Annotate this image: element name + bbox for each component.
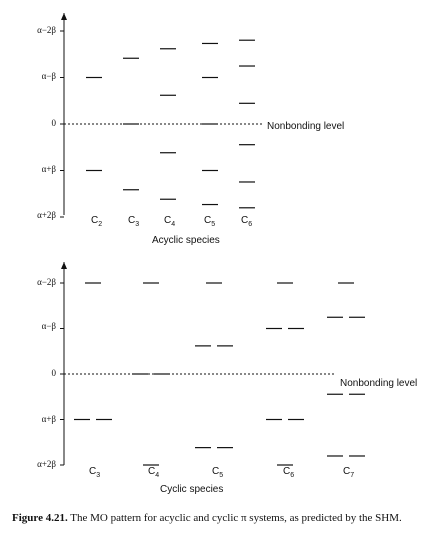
bottom-ylabel-zero: 0	[51, 368, 56, 378]
top-nonbonding-label: Nonbonding level	[267, 121, 345, 132]
bottom-ylabel-alpha-plus-beta: α+β	[41, 414, 56, 424]
top-ylabel-alpha-plus-beta: α+β	[41, 164, 56, 174]
bottom-species-c4: $C_4$	[148, 466, 160, 479]
bottom-ylabel-alpha-plus-2beta: α+2β	[37, 459, 56, 469]
bottom-ylabel-alpha-minus-2beta: α−2β	[37, 277, 56, 287]
bottom-species-c7: $C_7$	[343, 466, 355, 479]
top-ylabel-zero: 0	[51, 118, 56, 128]
top-species-c6: $C_6$	[241, 215, 253, 228]
bottom-nonbonding-label: Nonbonding level	[340, 378, 418, 389]
figure-caption-label: Figure 4.21.	[12, 512, 68, 524]
top-ylabel-alpha-minus-beta: α−β	[41, 71, 56, 81]
bottom-caption: Cyclic species	[160, 484, 224, 495]
top-species-c4: $C_4$	[164, 215, 176, 228]
top-y-axis-arrow	[61, 13, 67, 20]
figure-caption-text: The MO pattern for acyclic and cyclic π systems, as predicted by the SHM.	[70, 512, 402, 524]
top-species-c3: $C_3$	[128, 215, 140, 228]
top-caption: Acyclic species	[152, 235, 220, 246]
bottom-ylabel-alpha-minus-beta: α−β	[41, 321, 56, 331]
bottom-species-c3: $C_3$	[89, 466, 101, 479]
bottom-species-c6: $C_6$	[283, 466, 295, 479]
top-species-c5: $C_5$	[204, 215, 216, 228]
top-ylabel-alpha-minus-2beta: α−2β	[37, 25, 56, 35]
figure-caption	[12, 512, 402, 524]
top-ylabel-alpha-plus-2beta: α+2β	[37, 210, 56, 220]
bottom-species-c5: $C_5$	[212, 466, 224, 479]
bottom-y-axis-arrow	[61, 262, 67, 269]
top-species-c2: $C_2$	[91, 215, 103, 228]
